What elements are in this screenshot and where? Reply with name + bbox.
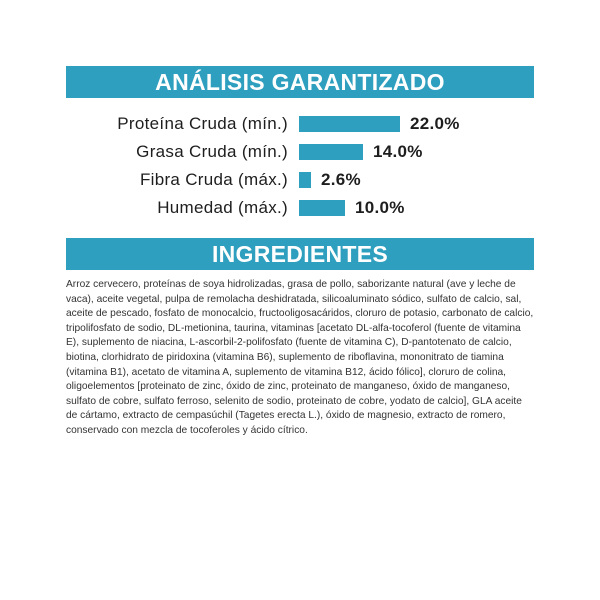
analysis-row-bar	[299, 172, 311, 188]
analysis-row-label: Proteína Cruda (mín.)	[117, 114, 288, 133]
analysis-row-label: Humedad (máx.)	[157, 198, 288, 217]
analysis-title-banner: ANÁLISIS GARANTIZADO	[66, 66, 534, 98]
analysis-row-value: 2.6%	[321, 170, 361, 189]
ingredients-list: Arroz cervecero, proteínas de soya hidrolizadas, grasa de pollo, saborizante natural (ave y leche de vaca), aceite vegetal, pulpa de remolacha deshidratada, silicoaluminato sódico, sulfato de calcio, sal, aceite de pescado, fosfato de monocalcio, fructooligosacáridos, cloruro de potasio, carbonato de calcio, tripolifosfato de sodio, DL-metionina, taurina, vitaminas [acetato DL-alfa-tocoferol (fuente de vitamina E), suplemento de niacina, L-ascorbil-2-polifosfato (fuente de vitamina C), D-pantotenato de calcio, biotina, clorhidrato de piridoxina (vitamina B6), suplemento de riboflavina, mononitrato de tiamina (vitamina B1), acetato de vitamina A, suplemento de vitamina B12, ácido fólico], cloruro de colina, oligoelementos [proteinato de zinc, óxido de zinc, proteinato de manganeso, óxido de manganeso, sulfato de cobre, sulfato ferroso, selenito de sodio, proteinato de cobre, yodato de calcio], GLA aceite de cártamo, extracto de cempasúchil (Tagetes erecta L.), óxido de magnesio, extracto de romero, conservado con mezcla de tocoferoles y ácido cítrico.	[66, 279, 534, 436]
analysis-row	[0, 166, 600, 194]
analysis-row-value: 14.0%	[373, 142, 423, 161]
analysis-row-bar	[299, 116, 400, 132]
analysis-row	[0, 138, 600, 166]
ingredients-title-banner: INGREDIENTES	[66, 238, 534, 270]
analysis-row-value: 10.0%	[355, 198, 405, 217]
analysis-row-value: 22.0%	[410, 114, 460, 133]
analysis-row	[0, 110, 600, 138]
analysis-row-bar	[299, 200, 345, 216]
analysis-table	[0, 110, 600, 222]
analysis-row	[0, 194, 600, 222]
analysis-row-label: Fibra Cruda (máx.)	[139, 170, 288, 189]
analysis-row-bar	[299, 144, 363, 160]
analysis-row-label: Grasa Cruda (mín.)	[136, 142, 288, 161]
